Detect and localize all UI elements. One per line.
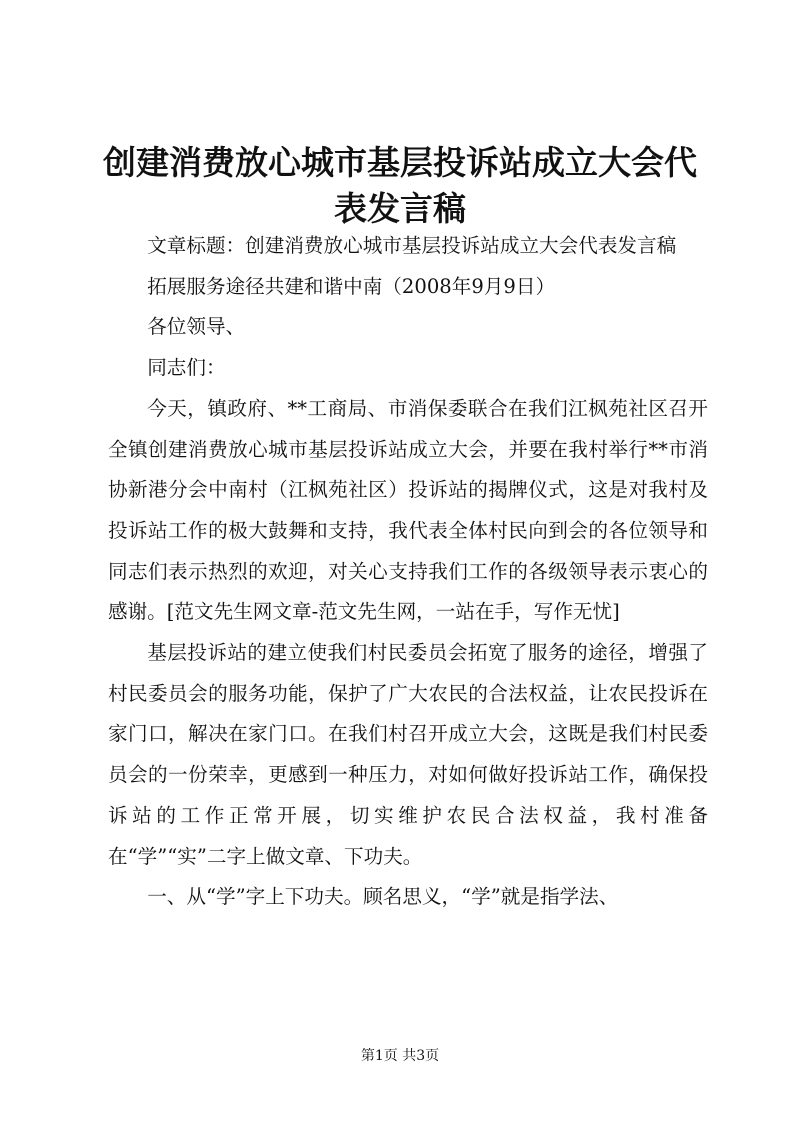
document-title: 创建消费放心城市基层投诉站成立大会代表发言稿 [103, 143, 697, 228]
paragraph-section-one: 一、从“学”字上下功夫。顾名思义，“学”就是指学法、 [147, 885, 619, 909]
document-body [108, 226, 708, 918]
paragraph-salutation-comrades: 同志们： [147, 356, 226, 380]
paragraph-subtitle: 拓展服务途径共建和谐中南（2008年9月9日） [147, 274, 556, 298]
paragraph-salutation-leaders: 各位领导、 [147, 315, 246, 339]
page-number: 第1页 共3页 [360, 1048, 440, 1064]
paragraph-article-title: 文章标题：创建消费放心城市基层投诉站成立大会代表发言稿 [147, 234, 677, 257]
paragraph-station-purpose: 基层投诉站的建立使我们村民委员会拓宽了服务的途径，增强了村民委员会的服务功能，保护了广大农民的合法权益，让农民投诉在家门口，解决在家门口。在我们村召开成立大会，这既是我们村民委员会的一份荣幸，更感到一种压力，对如何做好投诉站工作，确保投诉站的工作正常开展，切实维护农民合法权益，我村准备在“学”“实”二字上做文章、下功夫。 [108, 641, 708, 868]
paragraph-opening: 今天，镇政府、**工商局、市消保委联合在我们江枫苑社区召开全镇创建消费放心城市基层投诉站成立大会，并要在我村举行**市消协新港分会中南村（江枫苑社区）投诉站的揭牌仪式，这是对我村及投诉站工作的极大鼓舞和支持，我代表全体村民向到会的各位领导和同志们表示热烈的欢迎，对关心支持我们工作的各级领导表示衷心的感谢。[范文先生网文章-范文先生网，一站在手，写作无忧] [108, 396, 708, 624]
